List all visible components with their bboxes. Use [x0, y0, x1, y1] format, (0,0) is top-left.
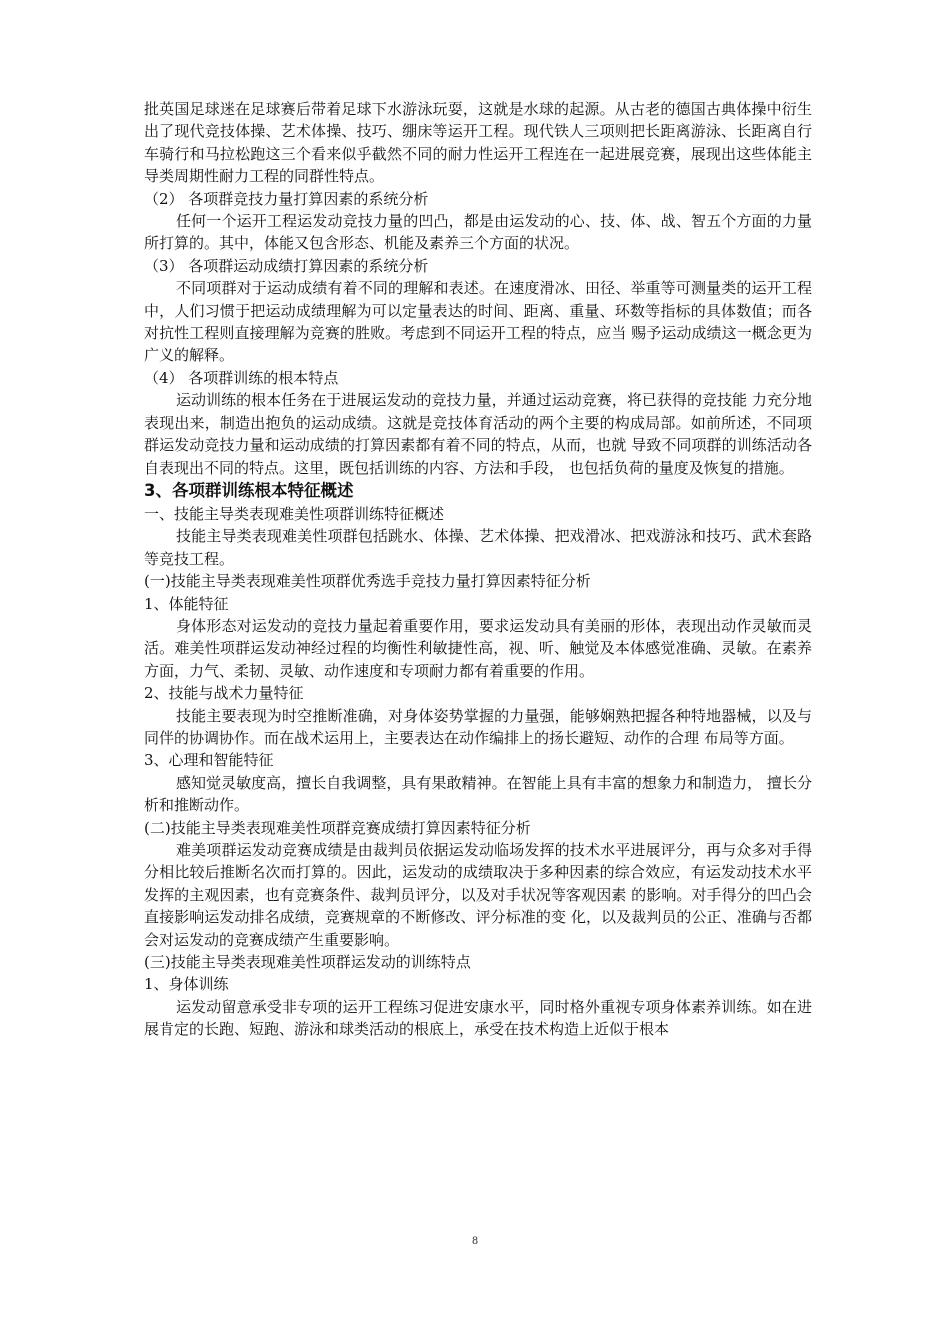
- paragraph: 感知觉灵敏度高，擅长自我调整，具有果敢精神。在智能上具有丰富的想象力和制造力， 擅长分析和推断动作。: [144, 773, 812, 815]
- section-subheading: 1、身体训练: [144, 975, 229, 994]
- section-heading: 3、各项群训练根本特征概述: [144, 480, 354, 500]
- section-subheading: 1、体能特征: [144, 594, 229, 613]
- paragraph: 技能主导类表现难美性项群包括跳水、体操、艺术体操、把戏滑冰、把戏游泳和技巧、武术套路等竞技工程。: [144, 527, 812, 568]
- paragraph: 批英国足球迷在足球赛后带着足球下水游泳玩耍，这就是水球的起源。从古老的德国古典体操中衍生出了现代竞技体操、艺术体操、技巧、绷床等运开工程。现代铁人三项则把长距离游泳、长距离自行车骑行和马拉松跑这三个看来似乎截然不同的耐力性运开工程连在一起进展竞赛，展现出这些体能主导类周期性耐力工程的同群性特点。: [144, 100, 812, 186]
- paragraph: 任何一个运开工程运发动竞技力量的凹凸，都是由运发动的心、技、体、战、智五个方面的力量所打算的。其中，体能又包含形态、机能及素养三个方面的状况。: [144, 212, 812, 253]
- section-subheading: 2、技能与战术力量特征: [144, 684, 304, 703]
- paragraph: 运发动留意承受非专项的运开工程练习促进安康水平，同时格外重视专项身体素养训练。如在进展肯定的长跑、短跑、游泳和球类活动的根底上，承受在技术构造上近似于根本: [144, 997, 812, 1039]
- section-subheading: （4） 各项群训练的根本特点: [144, 368, 339, 387]
- section-subheading: (一)技能主导类表现难美性项群优秀选手竞技力量打算因素特征分析: [144, 572, 591, 591]
- section-subheading: (三)技能主导类表现难美性项群运发动的训练特点: [144, 953, 471, 972]
- paragraph: 不同项群对于运动成绩有着不同的理解和表述。在速度滑冰、田径、举重等可测量类的运开工程中，人们习惯于把运动成绩理解为可以定量表达的时间、距离、重量、环数等指标的具体数值；而各对抗性工程则直接理解为竞赛的胜败。考虑到不同运开工程的特点，应当 赐予运动成绩这一概念更为广义的解释。: [144, 279, 812, 365]
- section-subheading: （3） 各项群运动成绩打算因素的系统分析: [144, 256, 429, 275]
- section-subheading: 3、心理和智能特征: [144, 751, 274, 770]
- paragraph: 技能主要表现为时空推断准确，对身体姿势掌握的力量强，能够娴熟把握各种特地器械，以及与同伴的协调协作。而在战术运用上，主要表达在动作编排上的扬长避短、动作的合理 布局等方面。: [144, 706, 812, 747]
- page-number: 8: [471, 1236, 479, 1247]
- section-subheading: 一、技能主导类表现难美性项群训练特征概述: [144, 504, 445, 523]
- paragraph: 身体形态对运发动的竞技力量起着重要作用，要求运发动具有美丽的形体，表现出动作灵敏而灵活。难美性项群运发动神经过程的均衡性利敏捷性高，视、听、触觉及本体感觉准确、灵敏。在素养方面，力气、柔韧、灵敏、动作速度和专项耐力都有着重要的作用。: [144, 616, 812, 680]
- section-subheading: (二)技能主导类表现难美性项群竞赛成绩打算因素特征分析: [144, 818, 531, 837]
- document-page: [144, 98, 812, 1041]
- paragraph: 难美项群运发动竞赛成绩是由裁判员依据运发动临场发挥的技术水平进展评分，再与众多对手得分相比较后推断名次而打算的。因此，运发动的成绩取决于多种因素的综合效应，有运发动技术水平发挥的主观因素，也有竞赛条件、裁判员评分，以及对手状况等客观因素 的影响。对手得分的凹凸会直接影响运发动排名成绩，竞赛规章的不断修改、评分标准的变 化，以及裁判员的公正、准确与否都会对运发动的竞赛成绩产生重要影响。: [144, 841, 812, 949]
- paragraph: 运动训练的根本任务在于进展运发动的竞技力量，并通过运动竞赛，将已获得的竞技能 力充分地表现出来，制造出抱负的运动成绩。这就是竞技体育活动的两个主要的构成局部。如前所述，不同项群运发动竞技力量和运动成绩的打算因素都有着不同的特点，从而，也就 导致不同项群的训练活动各自表现出不同的特点。这里，既包括训练的内容、方法和手段， 也包括负荷的量度及恢复的措施。: [144, 391, 812, 477]
- section-subheading: （2） 各项群竞技力量打算因素的系统分析: [144, 189, 429, 208]
